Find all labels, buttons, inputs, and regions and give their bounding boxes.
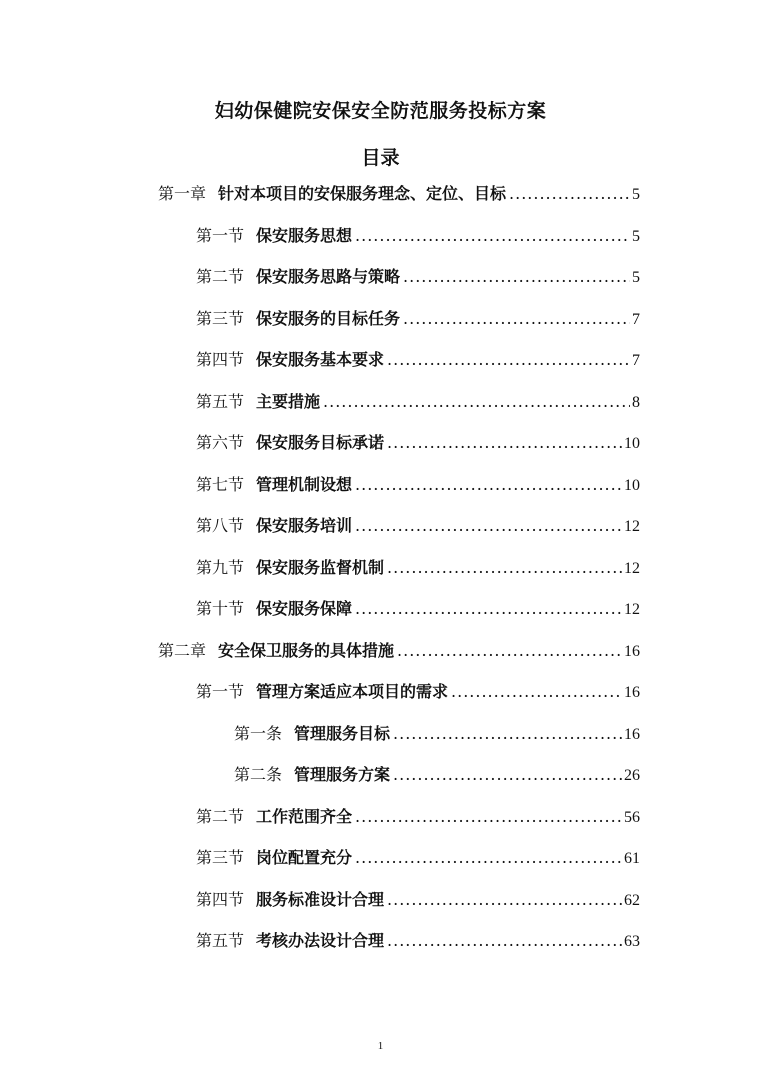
toc-entry-title: 针对本项目的安保服务理念、定位、目标	[218, 184, 507, 203]
toc-leader-dots	[509, 180, 630, 208]
toc-entry-article[interactable]	[234, 761, 640, 789]
toc-entry-title: 管理服务目标	[294, 723, 391, 743]
toc-entry-title: 岗位配置充分	[256, 848, 353, 867]
toc-entry-page: 10	[624, 476, 640, 494]
toc-entry-section[interactable]	[196, 512, 640, 540]
toc-entry-section[interactable]	[196, 471, 640, 499]
toc-entry-page: 16	[624, 725, 640, 743]
toc-entry-title: 安全保卫服务的具体措施	[218, 640, 395, 660]
toc-entry-page: 5	[632, 186, 640, 203]
toc-entry-section[interactable]	[196, 388, 640, 416]
toc-leader-dots	[393, 761, 622, 789]
toc-entry-title: 管理方案适应本项目的需求	[256, 682, 449, 701]
toc-entry-section[interactable]	[196, 429, 640, 457]
toc-entry-title: 保安服务目标承诺	[256, 433, 385, 452]
toc-entry-number: 第八节	[196, 516, 245, 535]
toc-entry-title: 管理服务方案	[294, 765, 391, 784]
toc-entry-page: 7	[632, 352, 640, 369]
toc-leader-dots	[403, 263, 630, 291]
toc-entry-page: 5	[632, 269, 640, 286]
toc-entry-section[interactable]	[196, 222, 640, 250]
toc-entry-page: 61	[624, 850, 640, 867]
toc-entry-section[interactable]	[196, 305, 640, 333]
toc-entry-number: 第二节	[196, 267, 245, 286]
toc-entry-section[interactable]	[196, 803, 640, 831]
toc-entry-title: 保安服务保障	[256, 599, 353, 618]
toc-entry-title: 保安服务思路与策略	[256, 267, 401, 286]
toc-leader-dots	[355, 471, 622, 499]
toc-entry-title: 保安服务基本要求	[256, 350, 385, 369]
toc-entry-number: 第五节	[196, 931, 245, 950]
toc-leader-dots	[387, 927, 622, 955]
toc-entry-number: 第七节	[196, 474, 245, 494]
toc-entry-page: 16	[624, 642, 640, 660]
toc-entry-title: 考核办法设计合理	[256, 931, 385, 950]
toc-entry-page: 16	[624, 684, 640, 701]
toc-entry-number: 第四节	[196, 350, 245, 369]
toc-leader-dots	[355, 595, 622, 623]
toc-entry-number: 第六节	[196, 433, 245, 452]
toc-entry-section[interactable]	[196, 263, 640, 291]
toc-entry-number: 第三节	[196, 848, 245, 867]
toc-entry-page: 63	[624, 933, 640, 950]
toc-entry-page: 10	[624, 435, 640, 452]
toc-entry-page: 62	[624, 891, 640, 909]
toc-entry-title: 管理机制设想	[256, 474, 353, 494]
toc-entry-title: 服务标准设计合理	[256, 889, 385, 909]
toc-entry-page: 26	[624, 767, 640, 784]
toc-entry-chapter-1[interactable]	[158, 180, 640, 208]
toc-leader-dots	[397, 637, 622, 665]
toc-leader-dots	[403, 305, 630, 333]
toc-entry-page: 12	[624, 518, 640, 535]
toc-leader-dots	[387, 346, 630, 374]
toc-entry-page: 12	[624, 559, 640, 577]
toc-entry-article[interactable]	[234, 720, 640, 748]
toc-entry-page: 12	[624, 601, 640, 618]
toc-entry-number: 第一条	[234, 723, 283, 743]
toc-entry-chapter-2[interactable]	[158, 637, 640, 665]
toc-entry-number: 第五节	[196, 391, 245, 411]
page-number: 1	[377, 1040, 384, 1052]
toc-entry-title: 保安服务的目标任务	[256, 308, 401, 328]
toc-entry-title: 保安服务培训	[256, 516, 353, 535]
toc-leader-dots	[393, 720, 622, 748]
toc-leader-dots	[355, 844, 622, 872]
document-title: 妇幼保健院安保安全防范服务投标方案	[214, 100, 547, 122]
toc-entry-number: 第九节	[196, 557, 245, 577]
toc-leader-dots	[355, 222, 630, 250]
toc-entry-page: 56	[624, 808, 640, 826]
toc-entry-number: 第一节	[196, 225, 245, 245]
toc-heading: 目录	[361, 147, 400, 169]
toc-entry-page: 5	[632, 227, 640, 245]
toc-entry-title: 主要措施	[256, 391, 321, 411]
toc-entry-number: 第三节	[196, 308, 245, 328]
toc-leader-dots	[387, 429, 622, 457]
toc-entry-section[interactable]	[196, 595, 640, 623]
toc-entry-page: 8	[632, 393, 640, 411]
toc-entry-page: 7	[632, 310, 640, 328]
toc-entry-section[interactable]	[196, 844, 640, 872]
toc-entry-section[interactable]	[196, 678, 640, 706]
toc-entry-number: 第二条	[234, 765, 283, 784]
toc-leader-dots	[387, 886, 622, 914]
toc-entry-number: 第一章	[158, 184, 207, 203]
toc-leader-dots	[355, 803, 622, 831]
toc-entry-number: 第十节	[196, 599, 245, 618]
toc-leader-dots	[323, 388, 630, 416]
toc-leader-dots	[387, 554, 622, 582]
toc-entry-section[interactable]	[196, 346, 640, 374]
toc-leader-dots	[355, 512, 622, 540]
toc-entry-number: 第二节	[196, 806, 245, 826]
toc-leader-dots	[451, 678, 622, 706]
toc-entry-number: 第一节	[196, 682, 245, 701]
toc-entry-section[interactable]	[196, 886, 640, 914]
toc-entry-number: 第四节	[196, 889, 245, 909]
toc-entry-title: 保安服务监督机制	[256, 557, 385, 577]
toc-entry-section[interactable]	[196, 927, 640, 955]
toc-entry-title: 工作范围齐全	[256, 806, 353, 826]
toc-entry-number: 第二章	[158, 640, 207, 660]
toc-entry-title: 保安服务思想	[256, 225, 353, 245]
toc-entry-section[interactable]	[196, 554, 640, 582]
